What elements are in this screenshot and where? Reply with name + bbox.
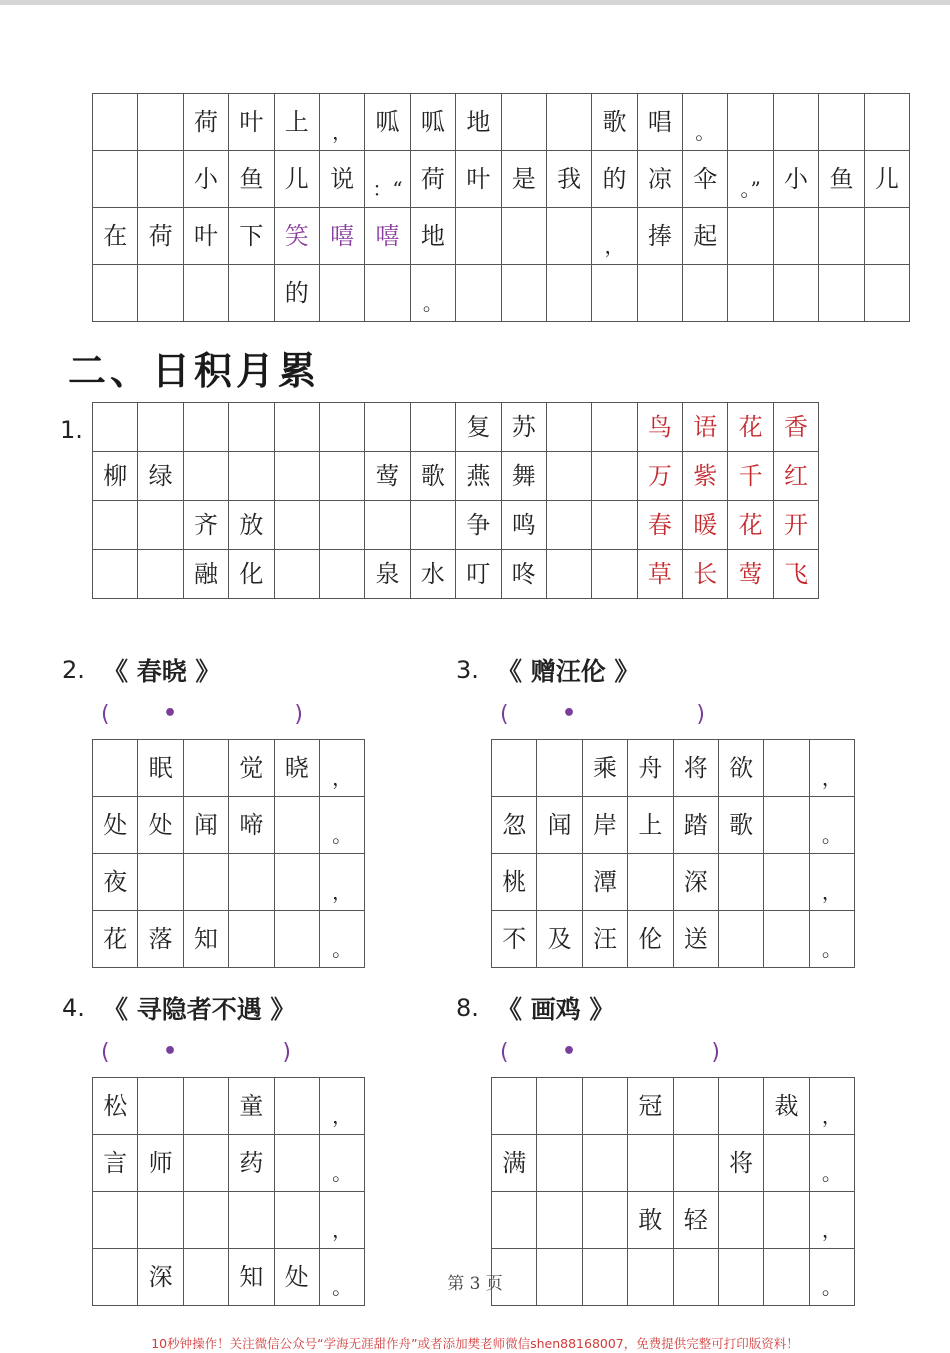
grid-cell: 鱼: [229, 151, 274, 208]
grid-cell: 眠: [138, 740, 183, 797]
grid-cell: [592, 403, 637, 452]
grid-row: [93, 854, 365, 911]
grid-cell: [183, 854, 228, 911]
grid-cell: [819, 208, 864, 265]
grid-cell: [274, 1135, 319, 1192]
grid-cell: 。: [809, 797, 854, 854]
grid-cell: [183, 1192, 228, 1249]
grid-cell: 舞: [501, 452, 546, 501]
grid-cell: [274, 797, 319, 854]
grid-cell: 争: [456, 501, 501, 550]
grid-cell: [582, 1192, 627, 1249]
grid-row: [93, 151, 910, 208]
grid-cell: [274, 452, 319, 501]
grid-row: [93, 94, 910, 151]
grid-cell: [93, 265, 138, 322]
grid-cell: [183, 265, 228, 322]
grid-cell: [582, 1078, 627, 1135]
grid-cell: 送: [673, 911, 718, 968]
grid-cell: [592, 265, 637, 322]
grid-cell: [93, 403, 138, 452]
grid-cell: 深: [673, 854, 718, 911]
grid-cell: [773, 265, 818, 322]
grid-cell: ，: [319, 740, 364, 797]
grid-cell: 歌: [592, 94, 637, 151]
grid-cell: [274, 1192, 319, 1249]
grid-cell: 复: [456, 403, 501, 452]
grid-cell: [319, 550, 364, 599]
grid-cell: 地: [410, 208, 455, 265]
grid-cell: [673, 1135, 718, 1192]
grid-cell: 轻: [673, 1192, 718, 1249]
poem-3-title: 《 赠汪伦 》: [497, 657, 640, 686]
grid-cell: 。: [319, 1135, 364, 1192]
grid-cell: [864, 265, 909, 322]
grid-cell: [183, 452, 228, 501]
grid-row: [93, 1135, 365, 1192]
grid-cell: [229, 1192, 274, 1249]
grid-cell: [537, 740, 582, 797]
grid-cell: [229, 265, 274, 322]
grid-cell: [229, 911, 274, 968]
grid-cell: 花: [728, 403, 773, 452]
grid-cell: [456, 265, 501, 322]
grid-row: [93, 911, 365, 968]
grid-cell: [546, 208, 591, 265]
grid-cell: 师: [138, 1135, 183, 1192]
grid-cell: 将: [718, 1135, 763, 1192]
grid-cell: [229, 452, 274, 501]
grid-cell: 松: [93, 1078, 138, 1135]
grid-cell: 闻: [537, 797, 582, 854]
grid-cell: 凉: [637, 151, 682, 208]
grid-cell: 融: [183, 550, 228, 599]
grid-cell: [93, 740, 138, 797]
grid-cell: 叮: [456, 550, 501, 599]
grid-cell: [138, 501, 183, 550]
grid-cell: 。: [809, 1135, 854, 1192]
grid-cell: 处: [274, 1249, 319, 1306]
grid-cell: [319, 265, 364, 322]
grid-cell: 。: [319, 1249, 364, 1306]
grid-cell: 舟: [628, 740, 673, 797]
grid-cell: 深: [138, 1249, 183, 1306]
grid-cell: [628, 854, 673, 911]
open-paren: (: [500, 1040, 509, 1065]
grid-row: [492, 911, 855, 968]
grid-row: [93, 501, 819, 550]
poem-8-author-blank: [500, 1040, 720, 1070]
close-paren: ): [294, 702, 303, 727]
open-paren: (: [101, 1040, 110, 1065]
grid-cell: 童: [229, 1078, 274, 1135]
grid-cell: 汪: [582, 911, 627, 968]
grid-cell: 呱: [365, 94, 410, 151]
question-1-number: 1.: [60, 416, 83, 444]
grid-row: [93, 550, 819, 599]
grid-cell: [728, 265, 773, 322]
grid-cell: [864, 94, 909, 151]
grid-cell: 言: [93, 1135, 138, 1192]
grid-cell: 敢: [628, 1192, 673, 1249]
grid-cell: 处: [93, 797, 138, 854]
grid-cell: [718, 1192, 763, 1249]
grid-cell: 荷: [183, 94, 228, 151]
grid-cell: [546, 94, 591, 151]
dynasty-dot: •: [562, 701, 577, 726]
grid-cell: [183, 1078, 228, 1135]
poem-2-grid: [92, 739, 365, 968]
grid-cell: 香: [773, 403, 818, 452]
question-4-number: 4.: [62, 994, 85, 1022]
grid-cell: 踏: [673, 797, 718, 854]
grid-cell: [274, 911, 319, 968]
grid-cell: [819, 94, 864, 151]
close-paren: ): [282, 1040, 291, 1065]
poem-4-title: 《 寻隐者不遇 》: [103, 995, 296, 1024]
grid-cell: ，: [319, 1192, 364, 1249]
grid-cell: 地: [456, 94, 501, 151]
grid-cell: [546, 501, 591, 550]
grid-cell: 嘻: [319, 208, 364, 265]
grid-cell: 草: [637, 550, 682, 599]
grid-cell: 莺: [728, 550, 773, 599]
grid-cell: 裁: [764, 1078, 809, 1135]
grid-cell: 晓: [274, 740, 319, 797]
footer-notice: 10秒钟操作！关注微信公众号“学海无涯甜作舟”或者添加樊老师微信shen88168007，免费提供完整可打印版资料！: [151, 1336, 799, 1351]
grid-cell: 咚: [501, 550, 546, 599]
grid-cell: [764, 1135, 809, 1192]
grid-cell: [138, 854, 183, 911]
grid-cell: 知: [229, 1249, 274, 1306]
grid-row: [492, 854, 855, 911]
grid-cell: 说: [319, 151, 364, 208]
grid-cell: 潭: [582, 854, 627, 911]
grid-cell: 乘: [582, 740, 627, 797]
dynasty-dot: •: [562, 1039, 577, 1064]
section-title: 二、日积月累: [68, 349, 321, 393]
grid-cell: [138, 151, 183, 208]
grid-cell: [773, 208, 818, 265]
grid-cell: [728, 94, 773, 151]
grid-cell: [501, 208, 546, 265]
grid-cell: [138, 1078, 183, 1135]
grid-cell: [592, 550, 637, 599]
grid-cell: [93, 550, 138, 599]
grid-cell: 红: [773, 452, 818, 501]
grid-cell: 将: [673, 740, 718, 797]
grid-cell: 千: [728, 452, 773, 501]
grid-cell: [365, 403, 410, 452]
grid-cell: 。”: [728, 151, 773, 208]
grid-cell: 嘻: [365, 208, 410, 265]
grid-cell: [183, 403, 228, 452]
poem-2-title: 《 春晓 》: [103, 657, 221, 686]
grid-cell: 药: [229, 1135, 274, 1192]
close-paren: ): [711, 1040, 720, 1065]
grid-cell: 。: [319, 797, 364, 854]
poem-2-author-blank: [101, 702, 303, 732]
grid-cell: [274, 501, 319, 550]
open-paren: (: [101, 702, 110, 727]
grid-cell: 荷: [410, 151, 455, 208]
grid-row: [93, 403, 819, 452]
grid-cell: [274, 854, 319, 911]
grid-cell: 唱: [637, 94, 682, 151]
grid-cell: 不: [492, 911, 537, 968]
grid-cell: [274, 550, 319, 599]
grid-cell: 柳: [93, 452, 138, 501]
grid-cell: ，: [809, 1078, 854, 1135]
grid-cell: [410, 403, 455, 452]
grid-row: [492, 1078, 855, 1135]
grid-cell: ，: [319, 854, 364, 911]
grid-cell: [229, 403, 274, 452]
grid-row: [93, 1078, 365, 1135]
grid-cell: 长: [683, 550, 728, 599]
grid-cell: 觉: [229, 740, 274, 797]
grid-cell: [628, 1135, 673, 1192]
question-2-number: 2.: [62, 656, 85, 684]
grid-cell: 下: [229, 208, 274, 265]
grid-cell: [537, 854, 582, 911]
grid-row: [492, 797, 855, 854]
grid-cell: 万: [637, 452, 682, 501]
grid-cell: [764, 797, 809, 854]
grid-cell: 冠: [628, 1078, 673, 1135]
grid-cell: [456, 208, 501, 265]
grid-cell: 笑: [274, 208, 319, 265]
grid-cell: [138, 265, 183, 322]
dynasty-dot: •: [163, 1039, 178, 1064]
grid-cell: 上: [628, 797, 673, 854]
grid-row: [93, 797, 365, 854]
grid-cell: 语: [683, 403, 728, 452]
grid-cell: [138, 550, 183, 599]
question-1-grid: [92, 402, 819, 599]
page-number: 第 3 页: [447, 1274, 503, 1294]
grid-cell: 齐: [183, 501, 228, 550]
grid-cell: 化: [229, 550, 274, 599]
grid-cell: 欲: [718, 740, 763, 797]
grid-cell: [138, 1192, 183, 1249]
grid-cell: [582, 1135, 627, 1192]
grid-cell: 及: [537, 911, 582, 968]
grid-cell: [637, 265, 682, 322]
grid-cell: 开: [773, 501, 818, 550]
poem-8-title: 《 画鸡 》: [497, 995, 615, 1024]
grid-cell: 歌: [410, 452, 455, 501]
grid-cell: [546, 265, 591, 322]
grid-cell: [546, 550, 591, 599]
grid-cell: 知: [183, 911, 228, 968]
grid-cell: [274, 403, 319, 452]
grid-row: [492, 1192, 855, 1249]
grid-cell: 伦: [628, 911, 673, 968]
grid-cell: ，: [809, 740, 854, 797]
grid-cell: 春: [637, 501, 682, 550]
grid-cell: [764, 911, 809, 968]
grid-cell: 歌: [718, 797, 763, 854]
grid-cell: 。: [410, 265, 455, 322]
grid-cell: 。: [809, 1249, 854, 1306]
grid-row: [93, 452, 819, 501]
grid-cell: 在: [93, 208, 138, 265]
grid-cell: [764, 740, 809, 797]
grid-cell: 。: [683, 94, 728, 151]
grid-cell: 花: [728, 501, 773, 550]
grid-cell: 叶: [183, 208, 228, 265]
grid-row: [492, 1135, 855, 1192]
grid-cell: [229, 854, 274, 911]
grid-cell: 暖: [683, 501, 728, 550]
grid-cell: 闻: [183, 797, 228, 854]
grid-cell: [93, 1192, 138, 1249]
grid-cell: [546, 403, 591, 452]
grid-cell: 鸣: [501, 501, 546, 550]
grid-cell: [819, 265, 864, 322]
grid-cell: 莺: [365, 452, 410, 501]
grid-cell: 。: [809, 911, 854, 968]
top-border: [0, 0, 950, 5]
grid-cell: [537, 1192, 582, 1249]
dynasty-dot: •: [163, 701, 178, 726]
grid-cell: [319, 452, 364, 501]
grid-cell: 满: [492, 1135, 537, 1192]
grid-cell: 。: [319, 911, 364, 968]
grid-cell: 鱼: [819, 151, 864, 208]
grid-cell: 泉: [365, 550, 410, 599]
grid-cell: ，: [809, 1192, 854, 1249]
grid-cell: [718, 1078, 763, 1135]
grid-cell: [274, 1078, 319, 1135]
grid-cell: 小: [773, 151, 818, 208]
grid-cell: 是: [501, 151, 546, 208]
grid-cell: [492, 740, 537, 797]
grid-cell: 忽: [492, 797, 537, 854]
grid-cell: 燕: [456, 452, 501, 501]
poem-4-author-blank: [101, 1040, 291, 1070]
grid-cell: 伞: [683, 151, 728, 208]
grid-cell: [138, 403, 183, 452]
grid-cell: 起: [683, 208, 728, 265]
grid-cell: [773, 94, 818, 151]
grid-cell: [592, 452, 637, 501]
grid-cell: 落: [138, 911, 183, 968]
grid-cell: [410, 501, 455, 550]
grid-cell: 苏: [501, 403, 546, 452]
grid-cell: 鸟: [637, 403, 682, 452]
open-paren: (: [500, 702, 509, 727]
grid-cell: 荷: [138, 208, 183, 265]
grid-cell: 岸: [582, 797, 627, 854]
grid-cell: [365, 501, 410, 550]
grid-cell: 儿: [274, 151, 319, 208]
grid-row: [93, 740, 365, 797]
grid-row: [93, 265, 910, 322]
grid-cell: [546, 452, 591, 501]
grid-cell: ，: [319, 1078, 364, 1135]
grid-cell: [728, 208, 773, 265]
grid-cell: [492, 1192, 537, 1249]
grid-cell: 夜: [93, 854, 138, 911]
grid-cell: ：“: [365, 151, 410, 208]
grid-cell: 叶: [229, 94, 274, 151]
grid-cell: 我: [546, 151, 591, 208]
grid-cell: 绿: [138, 452, 183, 501]
grid-cell: 桃: [492, 854, 537, 911]
grid-cell: 捧: [637, 208, 682, 265]
grid-cell: ，: [319, 94, 364, 151]
question-3-number: 3.: [456, 656, 479, 684]
grid-cell: 紫: [683, 452, 728, 501]
grid-cell: [93, 151, 138, 208]
grid-cell: [492, 1078, 537, 1135]
grid-cell: 花: [93, 911, 138, 968]
grid-cell: 叶: [456, 151, 501, 208]
grid-cell: [764, 854, 809, 911]
poem-3-grid: [491, 739, 855, 968]
grid-cell: [365, 265, 410, 322]
grid-cell: 的: [274, 265, 319, 322]
grid-cell: ，: [592, 208, 637, 265]
grid-cell: [183, 1135, 228, 1192]
grid-row: [93, 1192, 365, 1249]
grid-cell: [93, 501, 138, 550]
grid-cell: [319, 501, 364, 550]
grid-cell: [592, 501, 637, 550]
grid-cell: [319, 403, 364, 452]
intro-writing-grid: [92, 93, 910, 322]
grid-cell: [537, 1078, 582, 1135]
grid-cell: 啼: [229, 797, 274, 854]
grid-cell: [183, 740, 228, 797]
grid-cell: 的: [592, 151, 637, 208]
grid-cell: 飞: [773, 550, 818, 599]
grid-cell: 上: [274, 94, 319, 151]
grid-cell: [764, 1192, 809, 1249]
grid-cell: [501, 94, 546, 151]
grid-cell: [138, 94, 183, 151]
grid-cell: [537, 1135, 582, 1192]
grid-cell: 呱: [410, 94, 455, 151]
close-paren: ): [696, 702, 705, 727]
grid-cell: [864, 208, 909, 265]
grid-cell: 水: [410, 550, 455, 599]
grid-cell: [501, 265, 546, 322]
grid-cell: 小: [183, 151, 228, 208]
grid-cell: 放: [229, 501, 274, 550]
grid-cell: ，: [809, 854, 854, 911]
grid-cell: 儿: [864, 151, 909, 208]
grid-cell: [93, 94, 138, 151]
grid-cell: [718, 854, 763, 911]
poem-3-author-blank: [500, 702, 705, 732]
grid-cell: [683, 265, 728, 322]
grid-cell: [673, 1078, 718, 1135]
grid-row: [93, 208, 910, 265]
grid-row: [492, 740, 855, 797]
question-8-number: 8.: [456, 994, 479, 1022]
grid-cell: [718, 911, 763, 968]
grid-cell: 处: [138, 797, 183, 854]
